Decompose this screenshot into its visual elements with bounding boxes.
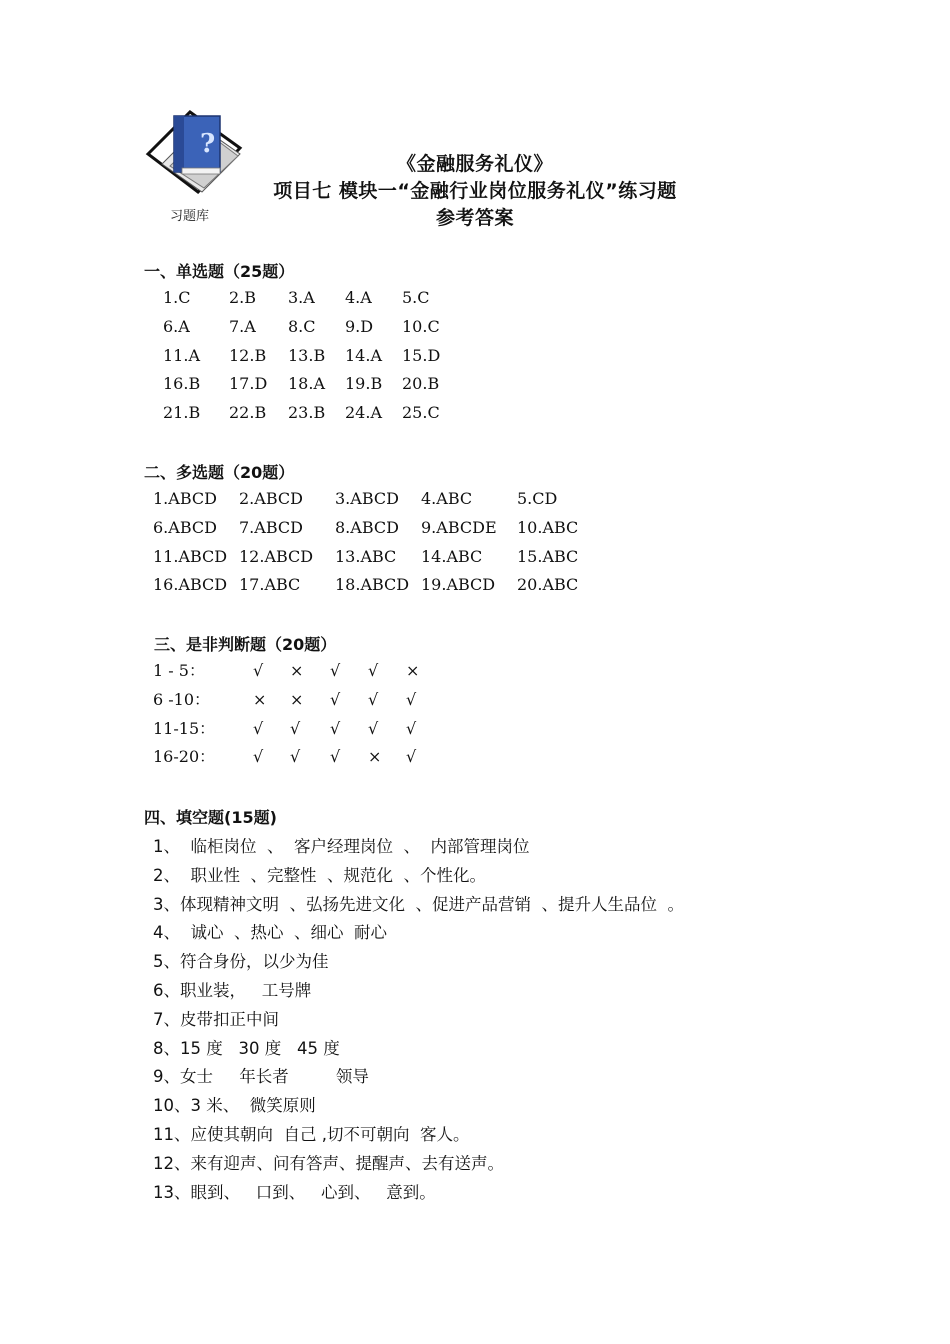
check-mark: √ (290, 747, 301, 767)
fill-blank-line: 13、眼到、 口到、 心到、 意到。 (153, 1182, 436, 1202)
multiple-choice-answer: 10.ABC (517, 517, 579, 537)
single-choice-answer: 25.C (402, 403, 440, 423)
single-choice-answer: 6.A (163, 316, 190, 336)
fill-blank-line: 1、 临柜岗位 、 客户经理岗位 、 内部管理岗位 (153, 837, 530, 856)
answer-key-label: 参考答案 (435, 207, 514, 229)
check-mark: √ (406, 689, 417, 709)
single-choice-answer: 10.C (402, 316, 440, 336)
check-mark: √ (253, 747, 264, 767)
check-mark: √ (368, 661, 379, 680)
multiple-choice-answer: 4.ABC (421, 489, 473, 508)
cross-mark: × (290, 689, 304, 709)
multiple-choice-answer: 19.ABCD (421, 575, 496, 595)
fill-blank-line: 7、皮带扣正中间 (153, 1009, 279, 1029)
multiple-choice-answer: 20.ABC (517, 575, 579, 595)
fill-blank-line: 6、职业装， 工号牌 (153, 981, 312, 1000)
fill-blank-line: 10、3 米、 微笑原则 (153, 1096, 316, 1116)
multiple-choice-answer: 15.ABC (517, 546, 579, 566)
multiple-choice-answer: 11.ABCD (153, 546, 228, 566)
multiple-choice-answer: 16.ABCD (153, 575, 228, 595)
svg-text:?: ? (200, 129, 216, 159)
single-choice-answer: 24.A (345, 403, 382, 423)
multiple-choice-answer: 7.ABCD (239, 517, 303, 537)
fill-blank-line: 3、体现精神文明 、弘扬先进文化 、促进产品营销 、提升人生品位 。 (153, 894, 684, 914)
single-choice-answer: 4.A (345, 288, 372, 307)
check-mark: √ (290, 718, 301, 738)
fill-blank-line: 9、女士 年长者 领导 (153, 1067, 369, 1087)
multiple-choice-answer: 6.ABCD (153, 517, 217, 537)
single-choice-answer: 21.B (163, 403, 201, 423)
fill-blank-line: 8、15 度 30 度 45 度 (153, 1038, 340, 1058)
single-choice-answer: 1.C (163, 288, 191, 307)
multiple-choice-heading: 二、多选题（20题） (144, 463, 295, 482)
cross-mark: × (368, 747, 382, 767)
single-choice-heading: 一、单选题（25题） (144, 262, 295, 281)
document-subtitle: 项目七 模块一“金融行业岗位服务礼仪”练习题 (273, 180, 677, 202)
true-false-range: 1 - 5： (153, 661, 205, 680)
single-choice-answer: 18.A (288, 374, 325, 394)
true-false-range: 11-15： (153, 718, 216, 738)
single-choice-answer: 5.C (402, 288, 430, 307)
multiple-choice-answer: 5.CD (517, 489, 558, 508)
single-choice-answer: 3.A (288, 288, 315, 307)
multiple-choice-answer: 3.ABCD (335, 489, 399, 508)
fill-blank-line: 12、来有迎声、问有答声、提醒声、去有送声。 (153, 1153, 504, 1173)
cross-mark: × (290, 661, 304, 680)
multiple-choice-answer: 9.ABCDE (421, 517, 497, 537)
check-mark: √ (368, 718, 379, 738)
single-choice-answer: 9.D (345, 316, 374, 336)
true-false-range: 16-20： (153, 747, 216, 767)
check-mark: √ (330, 718, 341, 738)
cross-mark: × (406, 661, 420, 680)
single-choice-answer: 17.D (229, 374, 268, 394)
multiple-choice-answer: 12.ABCD (239, 546, 314, 566)
check-mark: √ (253, 718, 264, 738)
fill-blank-line: 11、应使其朝向 自己 ,切不可朝向 客人。 (153, 1125, 470, 1144)
single-choice-answer: 19.B (345, 374, 383, 394)
multiple-choice-answer: 1.ABCD (153, 489, 217, 508)
single-choice-answer: 12.B (229, 345, 267, 365)
document-title: 《金融服务礼仪》 (396, 153, 553, 175)
fill-blank-heading: 四、填空题(15题) (144, 808, 277, 827)
logo-caption: 习题库 (170, 209, 210, 224)
check-mark: √ (330, 689, 341, 709)
single-choice-answer: 2.B (229, 288, 257, 307)
check-mark: √ (253, 661, 264, 680)
multiple-choice-answer: 14.ABC (421, 546, 483, 566)
fill-blank-line: 2、 职业性 、完整性 、规范化 、个性化。 (153, 865, 486, 885)
single-choice-answer: 15.D (402, 345, 441, 365)
check-mark: √ (330, 661, 341, 680)
single-choice-answer: 16.B (163, 374, 201, 394)
single-choice-answer: 13.B (288, 345, 326, 365)
true-false-heading: 三、是非判断题（20题） (154, 635, 337, 654)
multiple-choice-answer: 13.ABC (335, 546, 397, 566)
single-choice-answer: 23.B (288, 403, 326, 423)
multiple-choice-answer: 17.ABC (239, 575, 301, 595)
multiple-choice-answer: 2.ABCD (239, 489, 303, 508)
multiple-choice-answer: 18.ABCD (335, 575, 410, 595)
check-mark: √ (368, 689, 379, 709)
fill-blank-line: 5、符合身份，以少为佳 (153, 952, 329, 972)
multiple-choice-answer: 8.ABCD (335, 517, 399, 537)
fill-blank-line: 4、 诚心 、热心 、细心 耐心 (153, 923, 387, 943)
true-false-range: 6 -10： (153, 689, 211, 709)
single-choice-answer: 22.B (229, 403, 267, 423)
single-choice-answer: 20.B (402, 374, 440, 394)
single-choice-answer: 11.A (163, 345, 200, 365)
check-mark: √ (406, 747, 417, 767)
cross-mark: × (253, 689, 267, 709)
single-choice-answer: 7.A (229, 316, 256, 336)
check-mark: √ (406, 718, 417, 738)
single-choice-answer: 8.C (288, 316, 316, 336)
single-choice-answer: 14.A (345, 345, 382, 365)
check-mark: √ (330, 747, 341, 767)
